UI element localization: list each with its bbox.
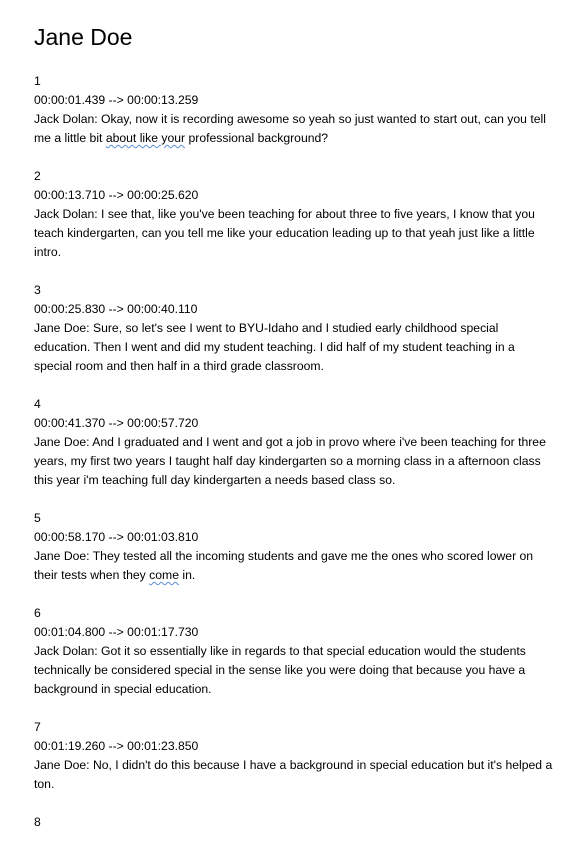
- entry-index: 1: [34, 74, 41, 88]
- transcript-entry: [34, 813, 554, 832]
- spellcheck-flagged-text[interactable]: come: [149, 568, 179, 582]
- entry-timestamp: 00:00:58.170 --> 00:01:03.810: [34, 530, 199, 544]
- entry-timestamp: 00:00:25.830 --> 00:00:40.110: [34, 302, 198, 316]
- entry-timestamp: 00:00:41.370 --> 00:00:57.720: [34, 416, 199, 430]
- entry-text: [34, 110, 554, 148]
- entry-timestamp: 00:00:13.710 --> 00:00:25.620: [34, 188, 199, 202]
- entry-index: 8: [34, 815, 41, 829]
- entry-text: Jane Doe: Sure, so let's see I went to BYU-Idaho and I studied early childhood special education. Then I went and did my student teaching. I did half of my student teaching in a special room and then half in a third grade classroom.: [34, 321, 515, 373]
- entry-index: 5: [34, 511, 41, 525]
- entry-index: 4: [34, 397, 41, 411]
- document-title: Jane Doe: [34, 24, 133, 50]
- entry-timestamp: 00:00:01.439 --> 00:00:13.259: [34, 93, 199, 107]
- spellcheck-flagged-text[interactable]: about like your: [105, 131, 186, 145]
- entry-text-part: in.: [178, 568, 196, 582]
- entry-text-part: professional background?: [185, 131, 329, 145]
- entry-text: Jack Dolan: I see that, like you've been teaching for about three to five years, I know that you teach kindergarten, can you tell me like your education leading up to that yeah just like a little intro.: [34, 207, 535, 259]
- transcript-entry: [34, 718, 554, 794]
- transcript-entry: [34, 281, 554, 376]
- entry-text-part: Jane Doe: They tested all the incoming students and gave me the ones who scored lower on their tests when they: [34, 549, 534, 582]
- entry-timestamp: 00:01:19.260 --> 00:01:23.850: [34, 739, 199, 753]
- transcript-entry: [34, 72, 554, 148]
- transcript-entries: [34, 72, 554, 832]
- entry-text: Jane Doe: No, I didn't do this because I have a background in special education but it's helped a ton.: [34, 758, 553, 791]
- entry-index: 6: [34, 606, 41, 620]
- entry-index: 7: [34, 720, 41, 734]
- transcript-entry: [34, 167, 554, 262]
- document-page: [34, 0, 554, 851]
- entry-index: 3: [34, 283, 41, 297]
- transcript-entry: [34, 395, 554, 490]
- entry-text: Jack Dolan: Got it so essentially like in regards to that special education would the students technically be considered special in the sense like you were doing that because you have a background in special education.: [34, 644, 526, 696]
- entry-text-part: Jack Dolan: Okay, now it is recording awesome so yeah so just wanted to start out, can you tell me a little bit: [34, 112, 546, 145]
- transcript-entry: [34, 509, 554, 585]
- entry-text: Jane Doe: And I graduated and I went and got a job in provo where i've been teaching for three years, my first two years I taught half day kindergarten so a morning class in a afternoon class this year i'm teaching full day kindergarten a needs based class so.: [34, 435, 546, 487]
- transcript-entry: [34, 604, 554, 699]
- entry-timestamp: 00:01:04.800 --> 00:01:17.730: [34, 625, 199, 639]
- entry-index: 2: [34, 169, 41, 183]
- entry-text: [34, 547, 554, 585]
